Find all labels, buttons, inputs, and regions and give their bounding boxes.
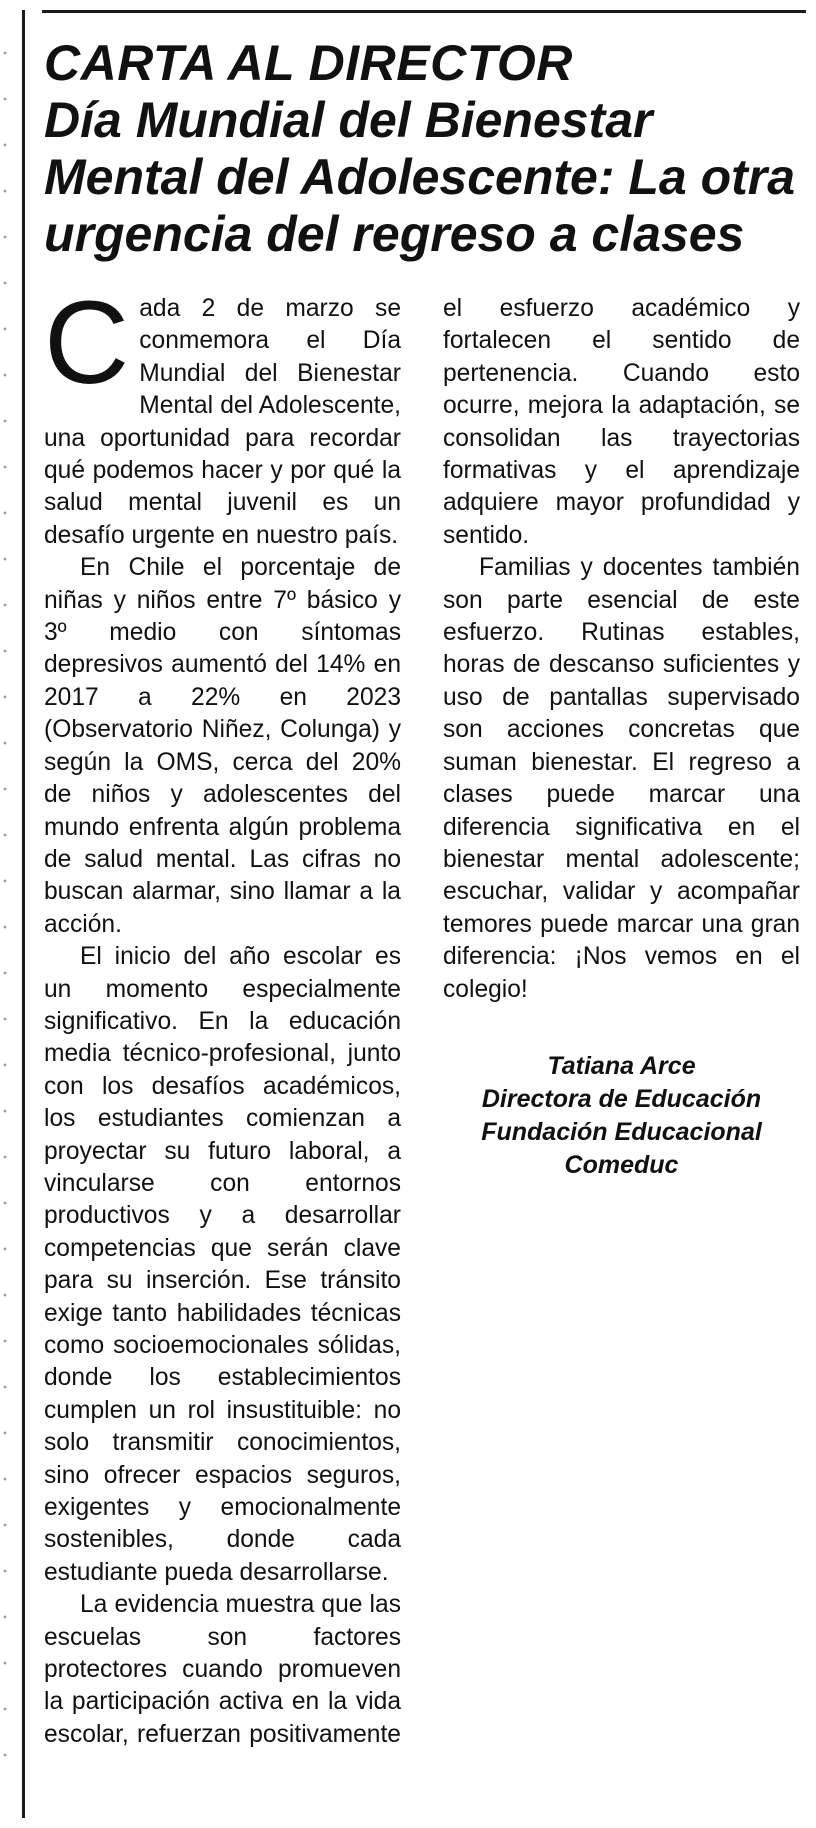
author-name: Tatiana Arce — [547, 1051, 696, 1080]
drop-cap: C — [44, 277, 130, 409]
left-column-rule — [22, 10, 25, 1818]
article-headline: Día Mundial del Bienestar Mental del Adolescente: La otra urgencia del regreso a clases — [44, 92, 796, 262]
paragraph-5: Familias y docentes también son parte esencial de este esfuerzo. Rutinas estables, horas de descanso suficientes y uso de pantallas supervisado son acciones concretas que suman bienestar. El regreso a clases puede marcar una diferencia significativa en el bienestar mental adolescente; escuchar, validar y acompañar temores puede marcar una gran diferencia: ¡Nos vemos en el colegio! — [443, 554, 800, 1003]
author-organization-line2: Comeduc — [564, 1150, 679, 1179]
page-edge-dots — [2, 30, 8, 1790]
article-body — [44, 277, 800, 1753]
paragraph-1 — [44, 277, 401, 552]
paragraph-2: En Chile el porcentaje de niñas y niños entre 7º básico y 3º medio con síntomas depresivos aumentó del 14% en 2017 a 22% en 2023 (Observatorio Niñez, Colunga) y según la OMS, cerca del 20% de niños y adolescentes del mundo enfrenta algún problema de salud mental. Las cifras no buscan alarmar, sino llamar a la acción. — [44, 554, 401, 938]
page-edge-strip — [0, 0, 14, 1828]
author-title: Directora de Educación — [481, 1084, 762, 1113]
letter-article — [44, 34, 800, 1753]
paragraph-4: La evidencia muestra que las escuelas son factores protectores cuando promueven la participación activa en la vida escolar, refuerzan positivamente el esfuerzo académico y fortalecen el sentido de pertenencia. Cuando esto ocurre, mejora la adaptación, se consolidan las trayectorias formativas y el aprendizaje adquiere mayor profundidad y sentido. — [44, 295, 800, 1748]
paragraph-3: El inicio del año escolar es un momento especialmente significativo. En la educación media técnico-profesional, junto con los desafíos académicos, los estudiantes comienzan a proyectar su futuro laboral, a vincularse con entornos productivos y a desarrollar competencias que serán clave para su inserción. Ese tránsito exige tanto habilidades técnicas como socioemocionales sólidas, donde los establecimientos cumplen un rol insustituible: no solo transmitir conocimientos, sino ofrecer espacios seguros, exigentes y emocionalmente sostenibles, donde cada estudiante pueda desarrollarse. — [44, 943, 401, 1586]
author-organization-line1: Fundación Educacional — [481, 1117, 762, 1146]
top-rule — [42, 10, 806, 13]
signature-block — [443, 1050, 800, 1182]
paragraph-1-text: ada 2 de marzo se conmemora el Día Mundial del Bienestar Mental del Adolescente, una oportunidad para recordar qué podemos hacer y por qué la salud mental juvenil es un desafío urgente en nuestro país. — [44, 295, 401, 549]
section-kicker: CARTA AL DIRECTOR — [44, 35, 573, 91]
